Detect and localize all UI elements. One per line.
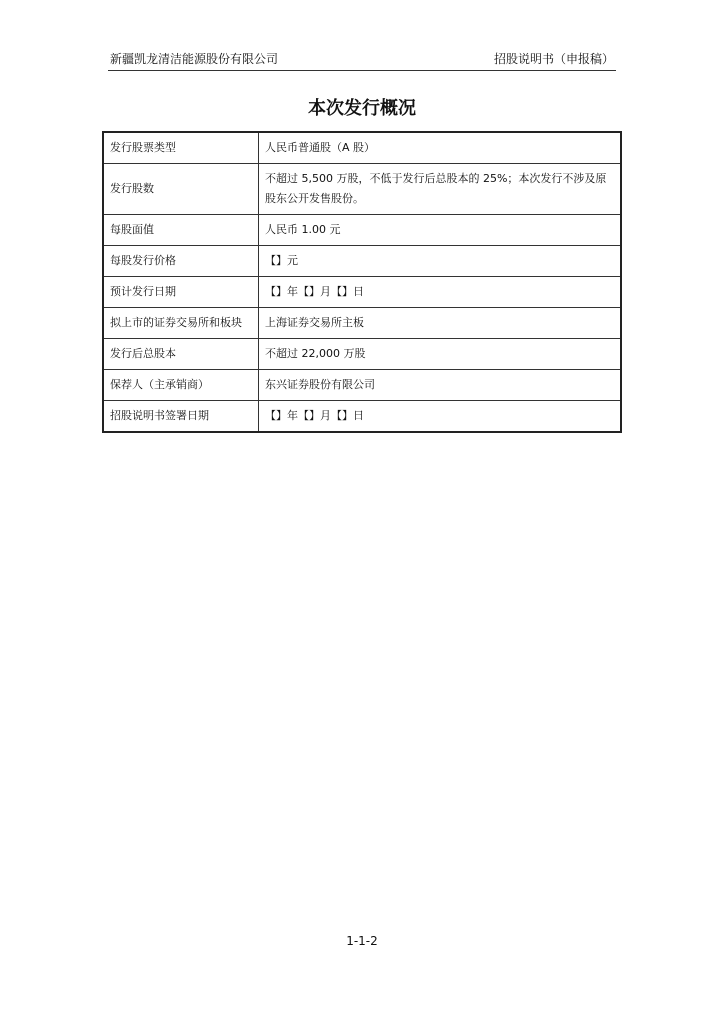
- issuance-overview-table: [102, 131, 622, 433]
- page-title: 本次发行概况: [308, 98, 416, 119]
- row-label: 拟上市的证券交易所和板块: [103, 308, 259, 339]
- row-value: 不超过 22,000 万股: [259, 339, 622, 370]
- row-label: 发行股数: [103, 164, 259, 215]
- table-row: [103, 132, 621, 164]
- table-row: [103, 401, 621, 433]
- row-label: 保荐人（主承销商）: [103, 370, 259, 401]
- row-value: 【】元: [259, 246, 622, 277]
- row-label: 招股说明书签署日期: [103, 401, 259, 433]
- table-row: [103, 277, 621, 308]
- row-value: 上海证券交易所主板: [259, 308, 622, 339]
- table-row: [103, 339, 621, 370]
- row-label: 发行股票类型: [103, 132, 259, 164]
- table-row: [103, 370, 621, 401]
- table-row: [103, 308, 621, 339]
- row-label: 发行后总股本: [103, 339, 259, 370]
- page-header: [108, 50, 616, 71]
- row-label: 预计发行日期: [103, 277, 259, 308]
- row-value: 人民币 1.00 元: [259, 215, 622, 246]
- row-label: 每股面值: [103, 215, 259, 246]
- row-value: 【】年【】月【】日: [259, 401, 622, 433]
- row-value: 【】年【】月【】日: [259, 277, 622, 308]
- table-row: [103, 164, 621, 215]
- table-row: [103, 215, 621, 246]
- page-number: 1-1-2: [346, 934, 378, 948]
- table-row: [103, 246, 621, 277]
- document-type: 招股说明书（申报稿）: [493, 52, 614, 66]
- row-label: 每股发行价格: [103, 246, 259, 277]
- company-name: 新疆凯龙清洁能源股份有限公司: [110, 52, 279, 66]
- row-value: 东兴证券股份有限公司: [259, 370, 622, 401]
- row-value: 人民币普通股（A 股）: [259, 132, 622, 164]
- row-value: 不超过 5,500 万股，不低于发行后总股本的 25%；本次发行不涉及原股东公开发售股份。: [259, 164, 622, 215]
